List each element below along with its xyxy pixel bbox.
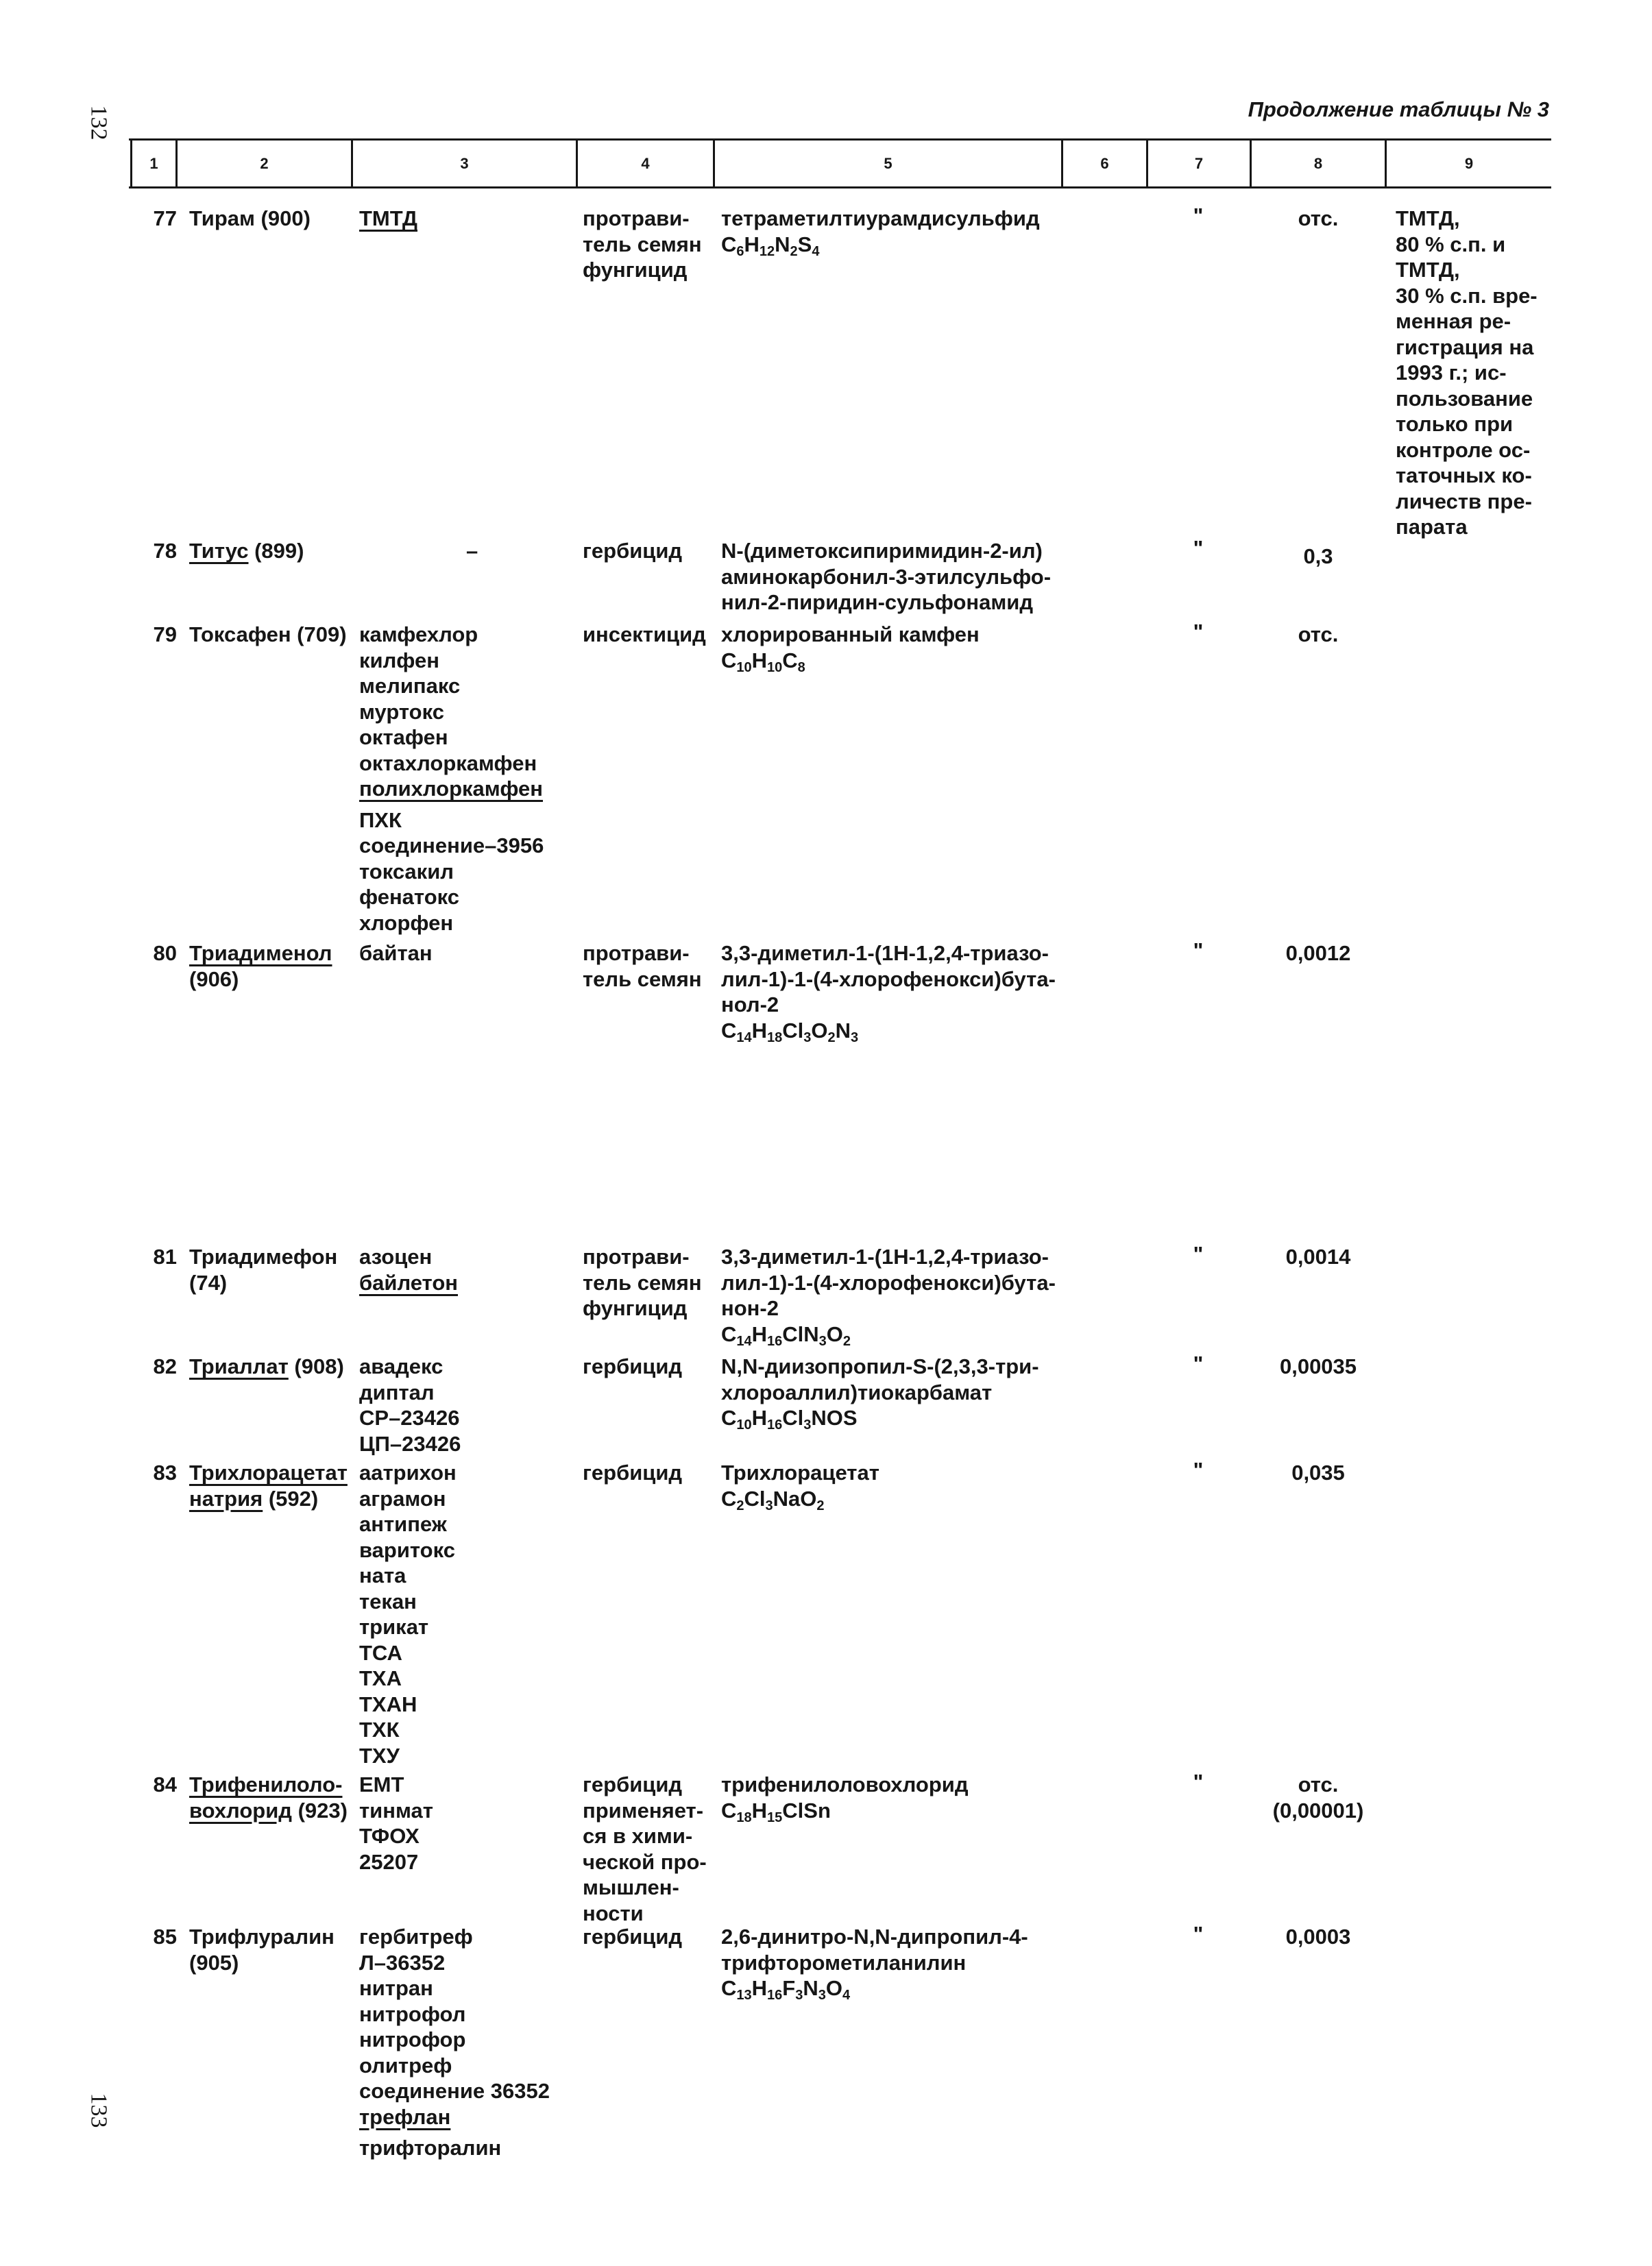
synonym-line: трефлан — [359, 2104, 451, 2129]
synonym-line: трикат — [359, 1615, 429, 1639]
chemical-formula: $C_{10}H_{10}C_8$ — [721, 648, 805, 675]
header-col-2: 2 — [260, 155, 269, 172]
chemical-name-line: N,N-диизопропил-S-(2,3,3-три- — [721, 1354, 1039, 1378]
ditto-mark: " — [1193, 1352, 1204, 1376]
row-number: 83 — [153, 1461, 177, 1485]
residue-value: отс. — [1298, 206, 1339, 230]
purpose-line: тель семян — [583, 966, 702, 991]
chemical-name-line: хлороаллил)тиокарбамат — [721, 1380, 993, 1404]
purpose-line: гербицид — [583, 1925, 683, 1949]
note-line: менная ре- — [1396, 309, 1511, 333]
synonym-line: варитокс — [359, 1537, 455, 1562]
chemical-formula: $C_{18}H_{15}ClSn$ — [721, 1798, 831, 1825]
purpose-line: гербицид — [583, 1772, 683, 1796]
purpose-line: протрави- — [583, 1245, 690, 1269]
row-number: 84 — [153, 1772, 177, 1796]
page-number-top: 132 — [86, 105, 112, 141]
purpose-line: тель семян — [583, 1270, 702, 1295]
row-number: 82 — [153, 1354, 177, 1378]
synonym-line: октафен — [359, 725, 448, 749]
synonym-line: килфен — [359, 648, 439, 672]
chemical-name-line: нон-2 — [721, 1296, 779, 1320]
chemical-name-line: Трихлорацетат — [721, 1461, 879, 1485]
ditto-mark: " — [1193, 620, 1204, 644]
chemical-name-line: N-(диметоксипиримидин-2-ил) — [721, 539, 1043, 563]
chemical-formula: $C_6H_{12}N_2S_4$ — [721, 232, 820, 259]
chemical-formula: $C_2Cl_3NaO_2$ — [721, 1486, 825, 1513]
note-line: гистрация на — [1396, 334, 1534, 359]
chemical-name-line: аминокарбонил-3-этилсульфо- — [721, 564, 1052, 589]
row-number: 77 — [153, 206, 177, 230]
note-line: 30 % с.п. вре- — [1396, 283, 1538, 308]
synonym-line: гербитреф — [359, 1925, 473, 1949]
purpose-line: протрави- — [583, 941, 690, 965]
chemical-name-line: лил-1)-1-(4-хлорофенокси)бута- — [721, 1270, 1056, 1295]
synonym-line: текан — [359, 1589, 417, 1613]
synonym-line: трифторалин — [359, 2136, 502, 2160]
chemical-formula: $C_{10}H_{16}Cl_3NOS$ — [721, 1406, 858, 1433]
compound-name-line: Трифлуралин — [189, 1925, 335, 1949]
chemical-name-line: тетраметилтиурамдисульфид — [721, 206, 1040, 230]
synonym-line: нитрофол — [359, 2001, 466, 2026]
residue-value: 0,0012 — [1285, 941, 1351, 965]
note-line: пользование — [1396, 386, 1533, 411]
synonym-line: фенатокс — [359, 885, 459, 909]
purpose-line: гербицид — [583, 539, 683, 563]
synonym-line: камфехлор — [359, 622, 478, 646]
ditto-mark: " — [1193, 1458, 1204, 1482]
synonym-line: мелипакс — [359, 674, 461, 698]
header-col-1: 1 — [149, 155, 158, 172]
note-line: ТМТД, — [1396, 258, 1460, 282]
header-col-8: 8 — [1313, 155, 1323, 172]
compound-name-line: (74) — [189, 1270, 228, 1295]
chemical-name-line: лил-1)-1-(4-хлорофенокси)бута- — [721, 966, 1056, 991]
residue-value: 0,3 — [1303, 544, 1333, 568]
compound-name-line: Титус (899) — [189, 539, 304, 563]
chemical-formula: $C_{14}H_{18}Cl_3O_2N_3$ — [721, 1018, 859, 1045]
note-line: личеств пре- — [1396, 489, 1532, 513]
purpose-line: протрави- — [583, 206, 690, 230]
compound-name-line: Триадимефон — [189, 1245, 338, 1269]
chemical-name-line: хлорированный камфен — [721, 622, 980, 646]
header-col-5: 5 — [884, 155, 892, 172]
note-line: контроле ос- — [1396, 437, 1531, 462]
synonym-line: ПХК — [359, 807, 402, 832]
note-line: только при — [1396, 412, 1514, 436]
purpose-line: ческой про- — [583, 1849, 707, 1874]
synonym-line: ТСА — [359, 1640, 402, 1665]
header-col-7: 7 — [1194, 155, 1204, 172]
ditto-mark: " — [1193, 938, 1204, 962]
synonym-line: токсакил — [359, 859, 454, 884]
purpose-line: гербицид — [583, 1354, 683, 1378]
table-caption: Продолжение таблицы № 3 — [1248, 97, 1549, 121]
compound-name-line: Токсафен (709) — [189, 622, 347, 646]
chemical-name-line: нил-2-пиридин-сульфонамид — [721, 590, 1034, 614]
synonym-line: – — [466, 539, 478, 563]
purpose-line: ся в хими- — [583, 1824, 693, 1848]
purpose-line: гербицид — [583, 1461, 683, 1485]
chemical-formula: $C_{14}H_{16}ClN_3O_2$ — [721, 1321, 851, 1349]
ditto-mark: " — [1193, 1770, 1204, 1794]
header-col-9: 9 — [1464, 155, 1474, 172]
synonym-line: диптал — [359, 1380, 435, 1404]
synonym-line: ТФОХ — [359, 1824, 420, 1848]
synonym-line: ната — [359, 1563, 406, 1587]
ditto-mark: " — [1193, 1922, 1204, 1946]
synonym-line: ТХУ — [359, 1743, 400, 1768]
purpose-line: тель семян — [583, 232, 702, 256]
purpose-line: инсектицид — [583, 622, 706, 646]
synonym-line: байтан — [359, 941, 433, 965]
synonym-line: тинмат — [359, 1798, 433, 1823]
ditto-mark: " — [1193, 1242, 1204, 1266]
purpose-line: мышлен- — [583, 1875, 679, 1899]
synonym-line: аграмон — [359, 1486, 446, 1511]
synonym-line: авадекс — [359, 1354, 444, 1378]
row-number: 81 — [153, 1245, 177, 1269]
synonym-line: соединение–3956 — [359, 833, 544, 857]
chemical-name-line: 3,3-диметил-1-(1Н-1,2,4-триазо- — [721, 941, 1049, 965]
header-bottom-rule — [129, 186, 1551, 188]
note-line: 1993 г.; ис- — [1396, 361, 1507, 385]
note-line: ТМТД, — [1396, 206, 1460, 230]
synonym-line: азоцен — [359, 1245, 433, 1269]
synonym-line: СР–23426 — [359, 1406, 460, 1430]
note-line: таточных ко- — [1396, 463, 1532, 487]
chemical-name-line: трифенилоловохлорид — [721, 1772, 969, 1796]
purpose-line: фунгицид — [583, 1296, 688, 1320]
synonym-line: ЦП–23426 — [359, 1431, 461, 1456]
header-top-rule — [129, 138, 1551, 141]
chemical-name-line: трифторометиланилин — [721, 1950, 967, 1975]
ditto-mark: " — [1193, 536, 1204, 560]
purpose-line: ности — [583, 1901, 644, 1925]
compound-name-line: (906) — [189, 966, 239, 991]
residue-value: 0,0003 — [1285, 1925, 1351, 1949]
residue-value: отс. — [1298, 622, 1339, 646]
synonym-line: Л–36352 — [359, 1950, 446, 1975]
synonym-line: хлорфен — [359, 910, 454, 935]
synonym-line: соединение 36352 — [359, 2079, 550, 2103]
row-number: 80 — [153, 941, 177, 965]
synonym-line: нитран — [359, 1976, 433, 2000]
synonym-line: олитреф — [359, 2053, 452, 2078]
compound-name-line: Триадименол — [189, 941, 332, 965]
synonym-line: нитрофор — [359, 2027, 466, 2051]
synonym-line: ТМТД — [359, 206, 418, 230]
row-number: 85 — [153, 1925, 177, 1949]
header-col-6: 6 — [1100, 155, 1109, 172]
synonym-line: аатрихон — [359, 1461, 457, 1485]
synonym-line: ТХАН — [359, 1692, 417, 1716]
note-line: парата — [1396, 515, 1468, 539]
residue-value: 0,00035 — [1279, 1354, 1357, 1378]
chemical-name-line: 3,3-диметил-1-(1Н-1,2,4-триазо- — [721, 1245, 1049, 1269]
ditto-mark: " — [1193, 204, 1204, 228]
compound-name-line: натрия (592) — [189, 1486, 319, 1511]
synonym-line: ТХК — [359, 1718, 400, 1742]
purpose-line: фунгицид — [583, 258, 688, 282]
purpose-line: применяет- — [583, 1798, 704, 1823]
chemical-formula: $C_{13}H_{16}F_3N_3O_4$ — [721, 1976, 851, 2003]
row-number: 78 — [153, 539, 177, 563]
chemical-name-line: нол-2 — [721, 992, 779, 1016]
synonym-line: 25207 — [359, 1849, 419, 1874]
note-line: 80 % с.п. и — [1396, 232, 1506, 256]
page-number-bottom: 133 — [86, 2093, 112, 2128]
residue-value: отс. (0,00001) — [1272, 1772, 1364, 1823]
compound-name-line: Тирам (900) — [189, 206, 311, 230]
residue-value: 0,035 — [1291, 1461, 1345, 1485]
synonym-line: антипеж — [359, 1512, 447, 1536]
header-col-3: 3 — [460, 155, 469, 172]
synonym-line: ЕМТ — [359, 1772, 404, 1796]
row-number: 79 — [153, 622, 177, 646]
compound-name-line: Триаллат (908) — [189, 1354, 344, 1378]
residue-value: 0,0014 — [1285, 1245, 1351, 1269]
compound-name-line: вохлорид (923) — [189, 1798, 348, 1823]
compound-name-line: (905) — [189, 1950, 239, 1975]
synonym-line: муртокс — [359, 699, 444, 724]
synonym-line: ТХА — [359, 1666, 402, 1690]
synonym-line: полихлоркамфен — [359, 777, 543, 801]
synonym-line: октахлоркамфен — [359, 751, 537, 775]
header-col-4: 4 — [641, 155, 650, 172]
chemical-name-line: 2,6-динитро-N,N-дипропил-4- — [721, 1925, 1028, 1949]
compound-name-line: Трихлорацетат — [189, 1461, 348, 1485]
compound-name-line: Трифенилоло- — [189, 1772, 343, 1796]
synonym-line: байлетон — [359, 1270, 458, 1295]
